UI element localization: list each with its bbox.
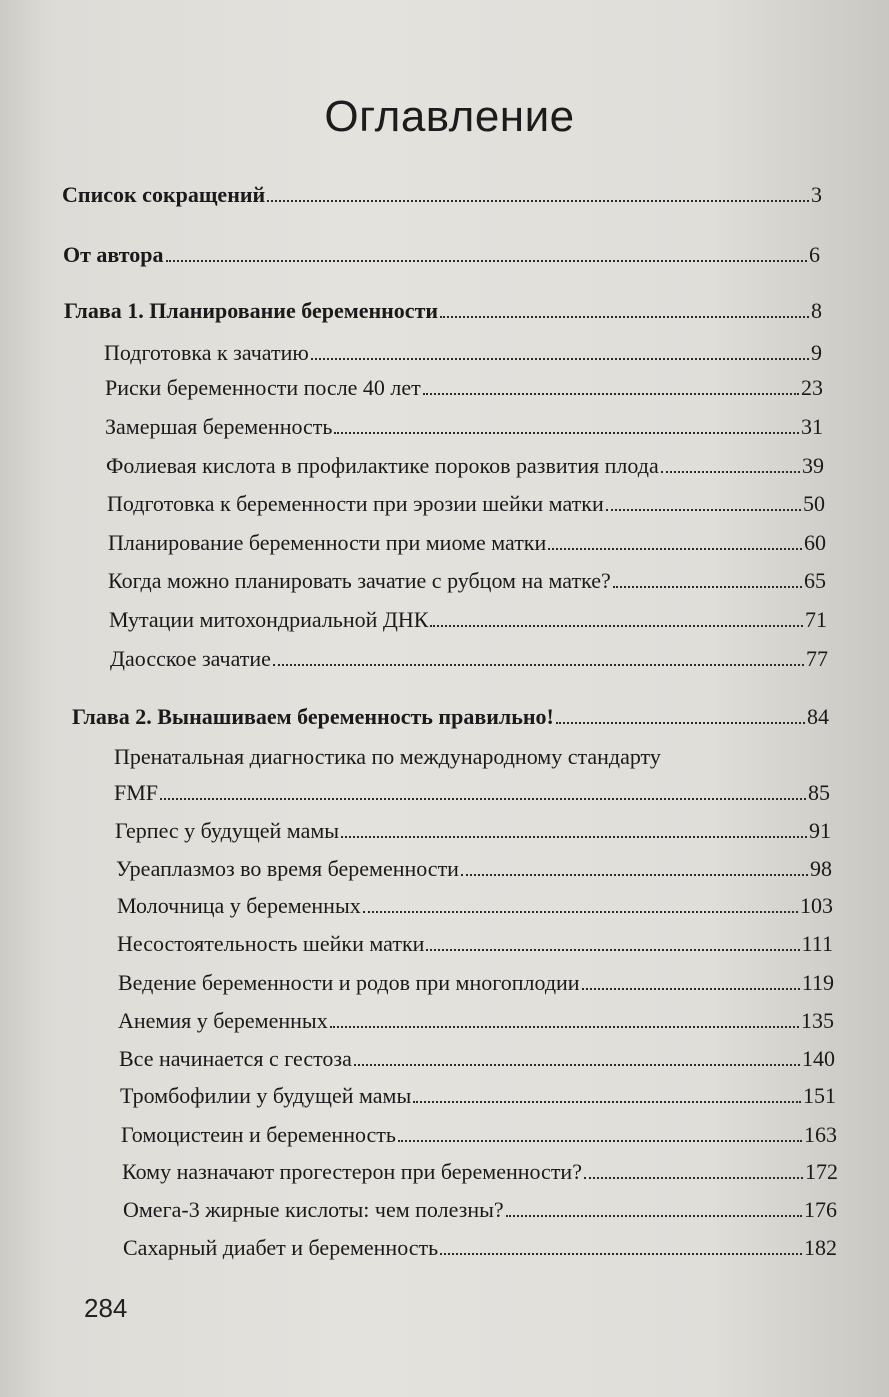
toc-entry-page: 151 [803,1083,836,1108]
dot-leader [413,1099,801,1103]
dot-leader [267,198,809,202]
toc-entry[interactable] [106,453,824,479]
toc-entry-page: 71 [805,607,827,632]
toc-entry[interactable] [109,607,827,633]
toc-entry-title: Планирование беременности при миоме матки [108,530,547,555]
toc-entry-page: 182 [804,1235,837,1260]
toc-entry-page: 6 [809,242,820,267]
dot-leader [311,356,809,360]
toc-entry-title: Молочница у беременных [117,893,361,918]
toc-entry-title: Ведение беременности и родов при многоплодии [118,970,580,995]
toc-entry-title: Анемия у беременных [118,1008,328,1033]
toc-entry[interactable] [72,704,829,730]
dot-leader [440,1251,802,1255]
dot-leader [430,623,803,627]
toc-entry[interactable] [122,1159,838,1185]
dot-leader [440,314,809,318]
toc-entry-title: Все начинается с гестоза [119,1046,352,1071]
dot-leader [341,834,807,838]
toc-entry-page: 135 [801,1008,834,1033]
toc-entry-title: Мутации митохондриальной ДНК [109,607,429,632]
toc-entry-title: Фолиевая кислота в профилактике пороков развития плода [106,453,659,478]
toc-entry-title: Кому назначают прогестерон при беременности? [122,1159,582,1184]
page-title: Оглавление [324,92,575,141]
toc-entry-page: 65 [804,568,826,593]
dot-leader [423,391,799,395]
toc-entry[interactable] [120,1083,836,1109]
toc-entry-title: Глава 2. Вынашиваем беременность правильно! [72,704,554,729]
toc-entry-title: Герпес у будущей мамы [115,818,340,843]
dot-leader [330,1024,799,1028]
dot-leader [354,1062,800,1066]
toc-entry-page: 31 [801,414,823,439]
toc-entry[interactable] [64,298,822,324]
toc-entry[interactable] [117,893,833,919]
toc-entry[interactable] [62,182,822,208]
toc-entry-title: Список сокращений [62,182,266,207]
toc-entry-page: 9 [811,340,822,365]
toc-entry[interactable] [118,1008,834,1034]
toc-entry[interactable] [116,856,832,882]
dot-leader [273,662,804,666]
toc-entry[interactable] [119,1046,835,1072]
toc-entry-page: 23 [801,375,823,400]
dot-leader [160,796,806,800]
toc-entry-title: Риски беременности после 40 лет [105,375,421,400]
dot-leader [613,584,802,588]
toc-entry-line [114,780,830,806]
toc-entry-title: Замершая беременность [105,414,333,439]
toc-entry[interactable] [110,646,828,672]
toc-entry-page: 50 [803,491,825,516]
toc-entry-page: 98 [810,856,832,881]
dot-leader [548,546,802,550]
toc-entry-page: 91 [809,818,831,843]
toc-entry-page: 77 [806,646,828,671]
page-number: 284 [84,1293,128,1323]
toc-entry-title: Пренатальная диагностика по международному стандарту [114,744,661,769]
toc-entry[interactable] [117,931,833,957]
toc-entry[interactable] [108,530,826,556]
dot-leader [334,430,799,434]
toc-entry-page: 163 [804,1122,837,1147]
toc-entry[interactable] [115,818,831,844]
toc-entry-line [114,744,830,770]
toc-entry-page: 140 [802,1046,835,1071]
toc-entry-title: Гомоцистеин и беременность [121,1122,396,1147]
dot-leader [461,872,808,876]
toc-entry[interactable] [108,568,826,594]
toc-entry-page: 3 [811,182,822,207]
toc-entry[interactable] [104,340,822,366]
toc-entry-page: 8 [811,298,822,323]
toc-entry[interactable] [123,1197,837,1223]
dot-leader [363,909,798,913]
toc-entry-title: Даосское зачатие [110,646,271,671]
toc-entry[interactable] [123,1235,837,1261]
toc-entry-page: 176 [804,1197,837,1222]
dot-leader [398,1138,802,1142]
toc-entry-page: 85 [808,780,830,805]
dot-leader [582,986,800,990]
toc-entry-title-continued: FMF [114,780,159,805]
toc-entry-page: 60 [804,530,826,555]
toc-entry[interactable] [118,970,834,996]
toc-entry-title: Тромбофилии у будущей мамы [120,1083,412,1108]
dot-leader [426,947,799,951]
toc-entry[interactable] [105,414,823,440]
dot-leader [661,469,800,473]
toc-entry-title: Когда можно планировать зачатие с рубцом на матке? [108,568,611,593]
toc-entry-title: Подготовка к зачатию [104,340,309,365]
toc-entry[interactable] [107,491,825,517]
toc-entry-page: 119 [801,970,834,995]
toc-entry[interactable] [63,242,820,268]
toc-entry-title: Подготовка к беременности при эрозии шейки матки [107,491,604,516]
dot-leader [606,507,801,511]
toc-entry-page: 111 [801,931,833,956]
toc-entry[interactable] [121,1122,837,1148]
dot-leader [584,1175,803,1179]
toc-entry-title: Омега-3 жирные кислоты: чем полезны? [123,1197,504,1222]
toc-entry-title: Глава 1. Планирование беременности [64,298,439,323]
toc-entry-page: 84 [807,704,829,729]
toc-entry-page: 103 [800,893,833,918]
toc-entry-page: 39 [802,453,824,478]
toc-entry-title: От автора [63,242,164,267]
dot-leader [166,258,807,262]
toc-entry-title: Сахарный диабет и беременность [123,1235,439,1260]
toc-entry-title: Уреаплазмоз во время беременности [116,856,459,881]
toc-entry[interactable] [105,375,823,401]
dot-leader [556,720,805,724]
toc-entry-page: 172 [805,1159,838,1184]
toc-entry-title: Несостоятельность шейки матки [117,931,425,956]
dot-leader [506,1213,802,1217]
